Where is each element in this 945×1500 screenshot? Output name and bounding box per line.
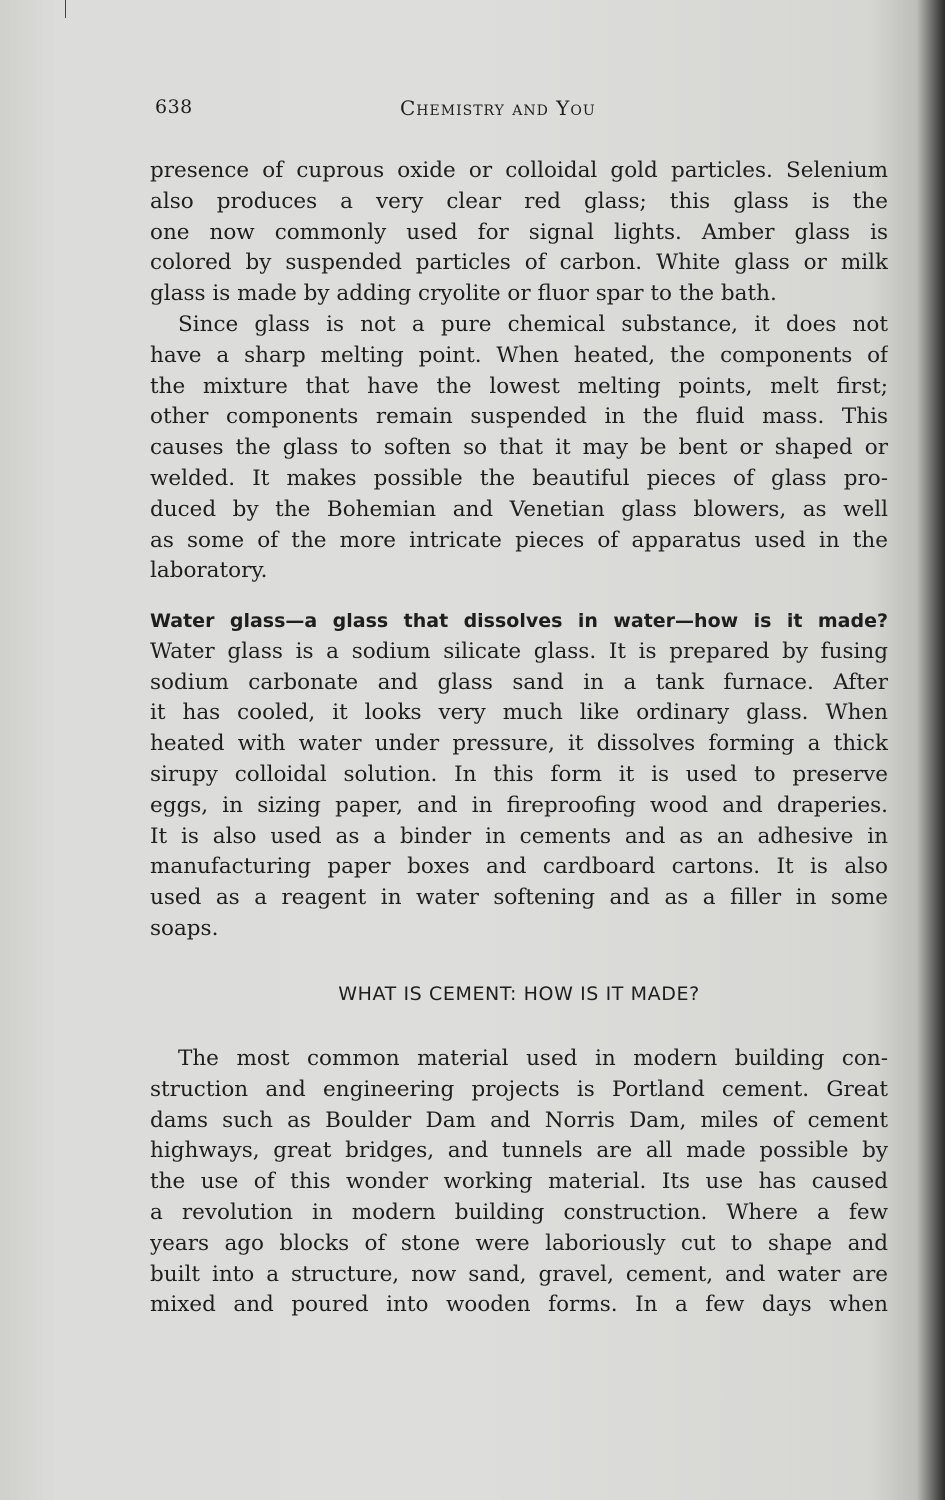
text-line: presence of cuprous oxide or colloidal gold particles. Selenium bbox=[150, 158, 888, 183]
text-line: glass is made by adding cryolite or fluor spar to the bath. bbox=[150, 281, 777, 307]
page-header bbox=[150, 96, 885, 130]
text-line: eggs, in sizing paper, and in fireproofing wood and draperies. bbox=[150, 792, 888, 818]
text-line: the use of this wonder working material. Its use has caused bbox=[150, 1169, 888, 1195]
text-line: years ago blocks of stone were laboriously cut to shape and bbox=[150, 1230, 888, 1256]
text-line: one now commonly used for signal lights. Amber glass is bbox=[150, 219, 888, 245]
text-line: other components remain suspended in the fluid mass. This bbox=[150, 404, 888, 430]
text-line: the mixture that have the lowest melting points, melt first; bbox=[150, 373, 888, 399]
text-line: built into a structure, now sand, gravel, cement, and water are bbox=[150, 1261, 888, 1287]
text-line: as some of the more intricate pieces of apparatus used in the bbox=[150, 527, 888, 553]
text-line: mixed and poured into wooden forms. In a few days when bbox=[150, 1292, 888, 1318]
margin-mark bbox=[65, 0, 66, 18]
text-line: soaps. bbox=[150, 915, 219, 941]
text-line: duced by the Bohemian and Venetian glass blowers, as well bbox=[150, 496, 888, 522]
paragraph-cement bbox=[150, 1044, 888, 1321]
text-line: used as a reagent in water softening and as a filler in some bbox=[150, 885, 888, 911]
text-line: It is also used as a binder in cements and as an adhesive in bbox=[150, 823, 888, 849]
paragraph-water-glass bbox=[150, 606, 888, 945]
text-line: colored by suspended particles of carbon. White glass or milk bbox=[150, 250, 888, 276]
page-number: 638 bbox=[155, 96, 193, 118]
running-title: Chemistry and You bbox=[400, 96, 596, 120]
text-line: sirupy colloidal solution. In this form it is used to preserve bbox=[150, 761, 888, 787]
text-line: causes the glass to soften so that it may be bent or shaped or bbox=[150, 435, 888, 461]
text-line: also produces a very clear red glass; this glass is the bbox=[150, 188, 888, 214]
text-line: Since glass is not a pure chemical substance, it does not bbox=[178, 312, 888, 337]
text-line: a revolution in modern building construction. Where a few bbox=[150, 1199, 888, 1225]
subheading-question: Water glass—a glass that dissolves in water—how is it made? bbox=[150, 610, 888, 632]
paragraph-melting-point bbox=[150, 310, 888, 587]
text-line: highways, great bridges, and tunnels are all made possible by bbox=[150, 1138, 888, 1164]
text-line: Water glass is a sodium silicate glass. It is prepared by fusing bbox=[150, 638, 888, 664]
text-line: The most common material used in modern building con- bbox=[178, 1046, 888, 1071]
text-line: manufacturing paper boxes and cardboard cartons. It is also bbox=[150, 854, 888, 880]
text-line: it has cooled, it looks very much like ordinary glass. When bbox=[150, 700, 888, 726]
text-line: laboratory. bbox=[150, 558, 268, 584]
text-line: heated with water under pressure, it dissolves forming a thick bbox=[150, 731, 888, 757]
paragraph-glass-colors bbox=[150, 156, 888, 310]
text-line: have a sharp melting point. When heated, the components of bbox=[150, 342, 888, 368]
text-line: welded. It makes possible the beautiful pieces of glass pro- bbox=[150, 465, 888, 491]
text-line: struction and engineering projects is Portland cement. Great bbox=[150, 1076, 888, 1102]
text-line: dams such as Boulder Dam and Norris Dam, miles of cement bbox=[150, 1107, 888, 1133]
section-heading: WHAT IS CEMENT: HOW IS IT MADE? bbox=[338, 983, 700, 1005]
text-line: sodium carbonate and glass sand in a tank furnace. After bbox=[150, 669, 888, 695]
